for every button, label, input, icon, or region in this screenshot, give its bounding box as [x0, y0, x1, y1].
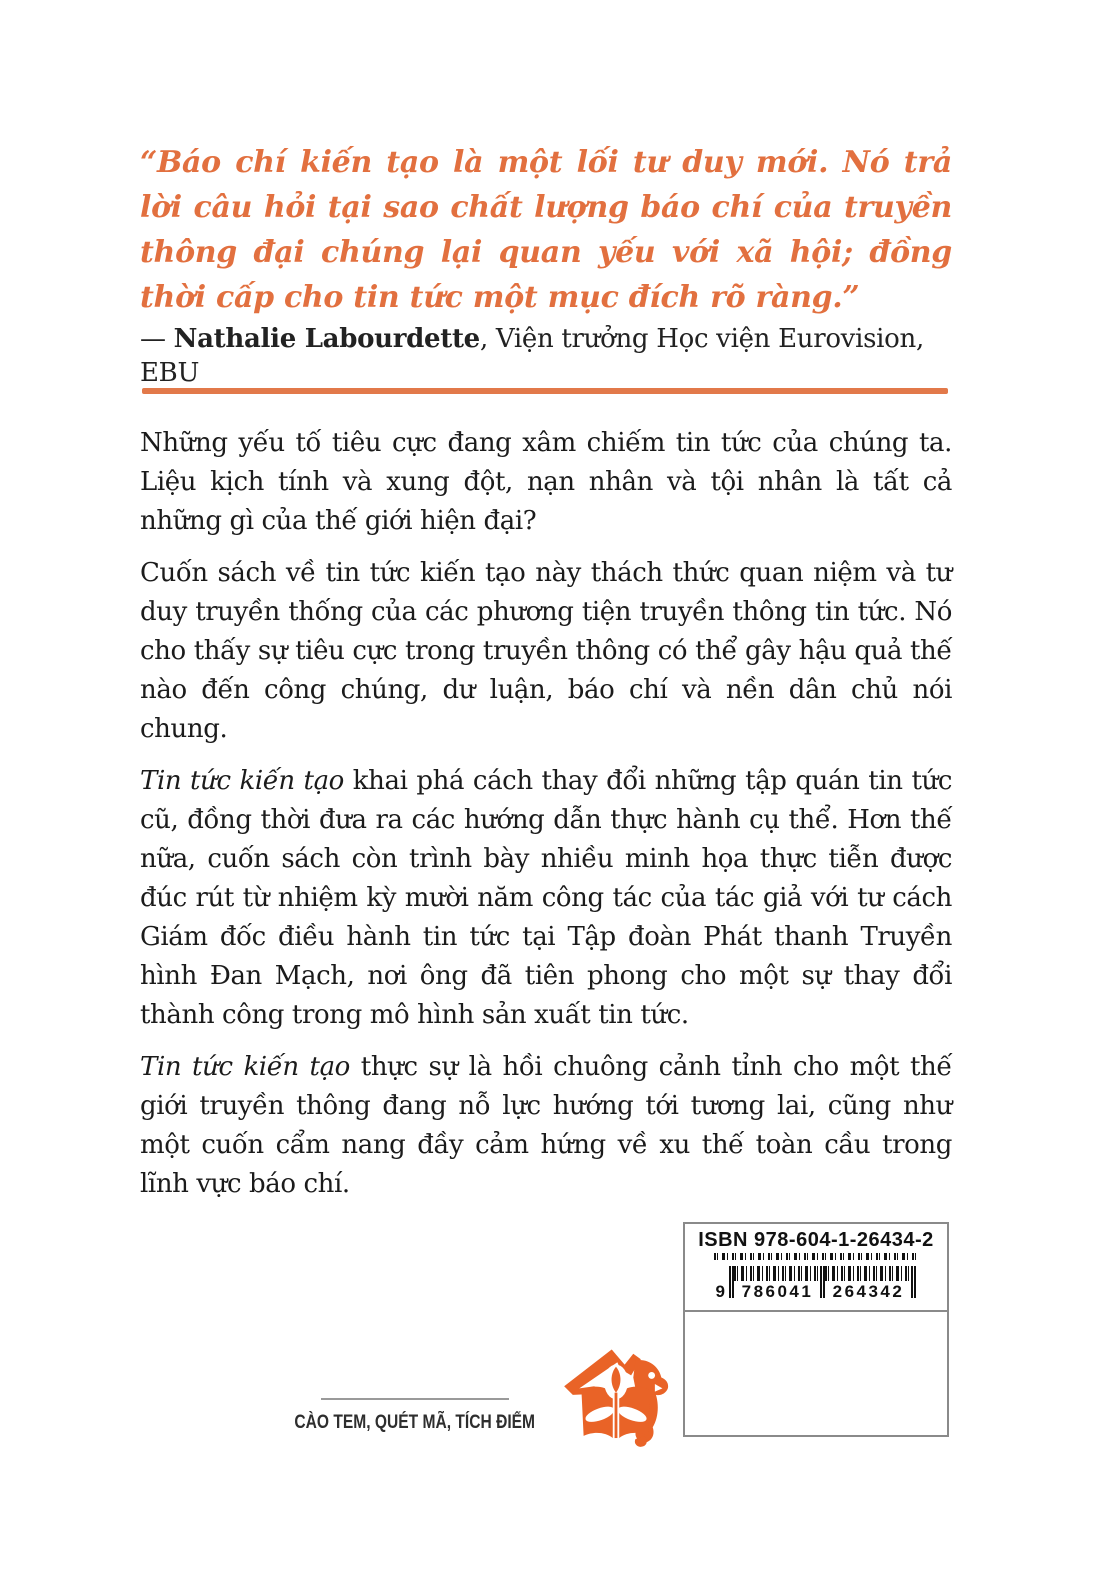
body-copy [140, 424, 952, 1217]
book-house-dove-logo-icon [562, 1345, 670, 1449]
attribution-role: , Viện trưởng Học viện Eurovision, EBU [140, 324, 924, 388]
loyalty-label: CÀO TEM, QUÉT MÃ, TÍCH ĐIỂM [294, 1412, 536, 1433]
paragraph [140, 762, 952, 1035]
paragraph-text: thực sự là hồi chuông cảnh tỉnh cho một thế giới truyền thông đang nỗ lực hướng tới tương lai, cũng như một cuốn cẩm nang đầy cảm hứng về xu thế toàn cầu trong lĩnh vực báo chí. [140, 1052, 952, 1199]
paragraph-lead: Tin tức kiến tạo [140, 1052, 350, 1082]
isbn-barcode-section [685, 1224, 947, 1312]
quote-attribution [140, 322, 952, 390]
ean-digit-mid: 786041 [741, 1282, 814, 1301]
paragraph-text: khai phá cách thay đổi những tập quán tin tức cũ, đồng thời đưa ra các hướng dẫn thực hành cụ thể. Hơn thế nữa, cuốn sách còn trình bày nhiều minh họa thực tiễn được đúc rút từ nhiệm kỳ mười năm công tác của tác giả với tư cách Giám đốc điều hành tin tức tại Tập đoàn Phát thanh Truyền hình Đan Mạch, nơi ông đã tiên phong cho một sự thay đổi thành công trong mô hình sản xuất tin tức. [140, 766, 953, 1030]
paragraph [140, 554, 952, 749]
ean-digit-last: 264342 [832, 1282, 905, 1301]
ean-group [734, 1266, 820, 1300]
ean-digit-first: 9 [715, 1282, 728, 1301]
attribution-name: Nathalie Labourdette [173, 324, 480, 354]
paragraph-text: Cuốn sách về tin tức kiến tạo này thách thức quan niệm và tư duy truyền thống của các phương tiện truyền thông tin tức. Nó cho thấy sự tiêu cực trong truyền thông có thể gây hậu quả thế nào đến công chúng, dư luận, báo chí và nền dân chủ nói chung. [140, 558, 952, 744]
divider-rule [142, 388, 948, 394]
pull-quote: “Báo chí kiến tạo là một lối tư duy mới. Nó trả lời câu hỏi tại sao chất lượng báo chí của truyền thông đại chúng lại quan yếu với xã hội; đồng thời cấp cho tin tức một mục đích rõ ràng.” [140, 145, 952, 315]
ean-bars [734, 1266, 820, 1281]
isbn-label: ISBN 978-604-1-26434-2 [698, 1229, 934, 1251]
paragraph-lead: Tin tức kiến tạo [140, 766, 344, 796]
paragraph [140, 424, 952, 541]
paragraph [140, 1048, 952, 1204]
barcode-small-icon [714, 1253, 919, 1260]
ean-barcode-icon [716, 1266, 917, 1300]
ean-guard-bar [911, 1266, 916, 1298]
ean-group [825, 1266, 911, 1300]
loyalty-divider-line [321, 1398, 509, 1400]
paragraph-text: Những yếu tố tiêu cực đang xâm chiếm tin tức của chúng ta. Liệu kịch tính và xung đột, nạn nhân và tội nhân là tất cả những gì của thế giới hiện đại? [140, 428, 952, 536]
ean-bars [825, 1266, 911, 1281]
attribution-dash: — [140, 324, 174, 354]
loyalty-strip [295, 1398, 535, 1434]
publisher-logo [562, 1345, 670, 1449]
isbn-box [683, 1222, 949, 1437]
